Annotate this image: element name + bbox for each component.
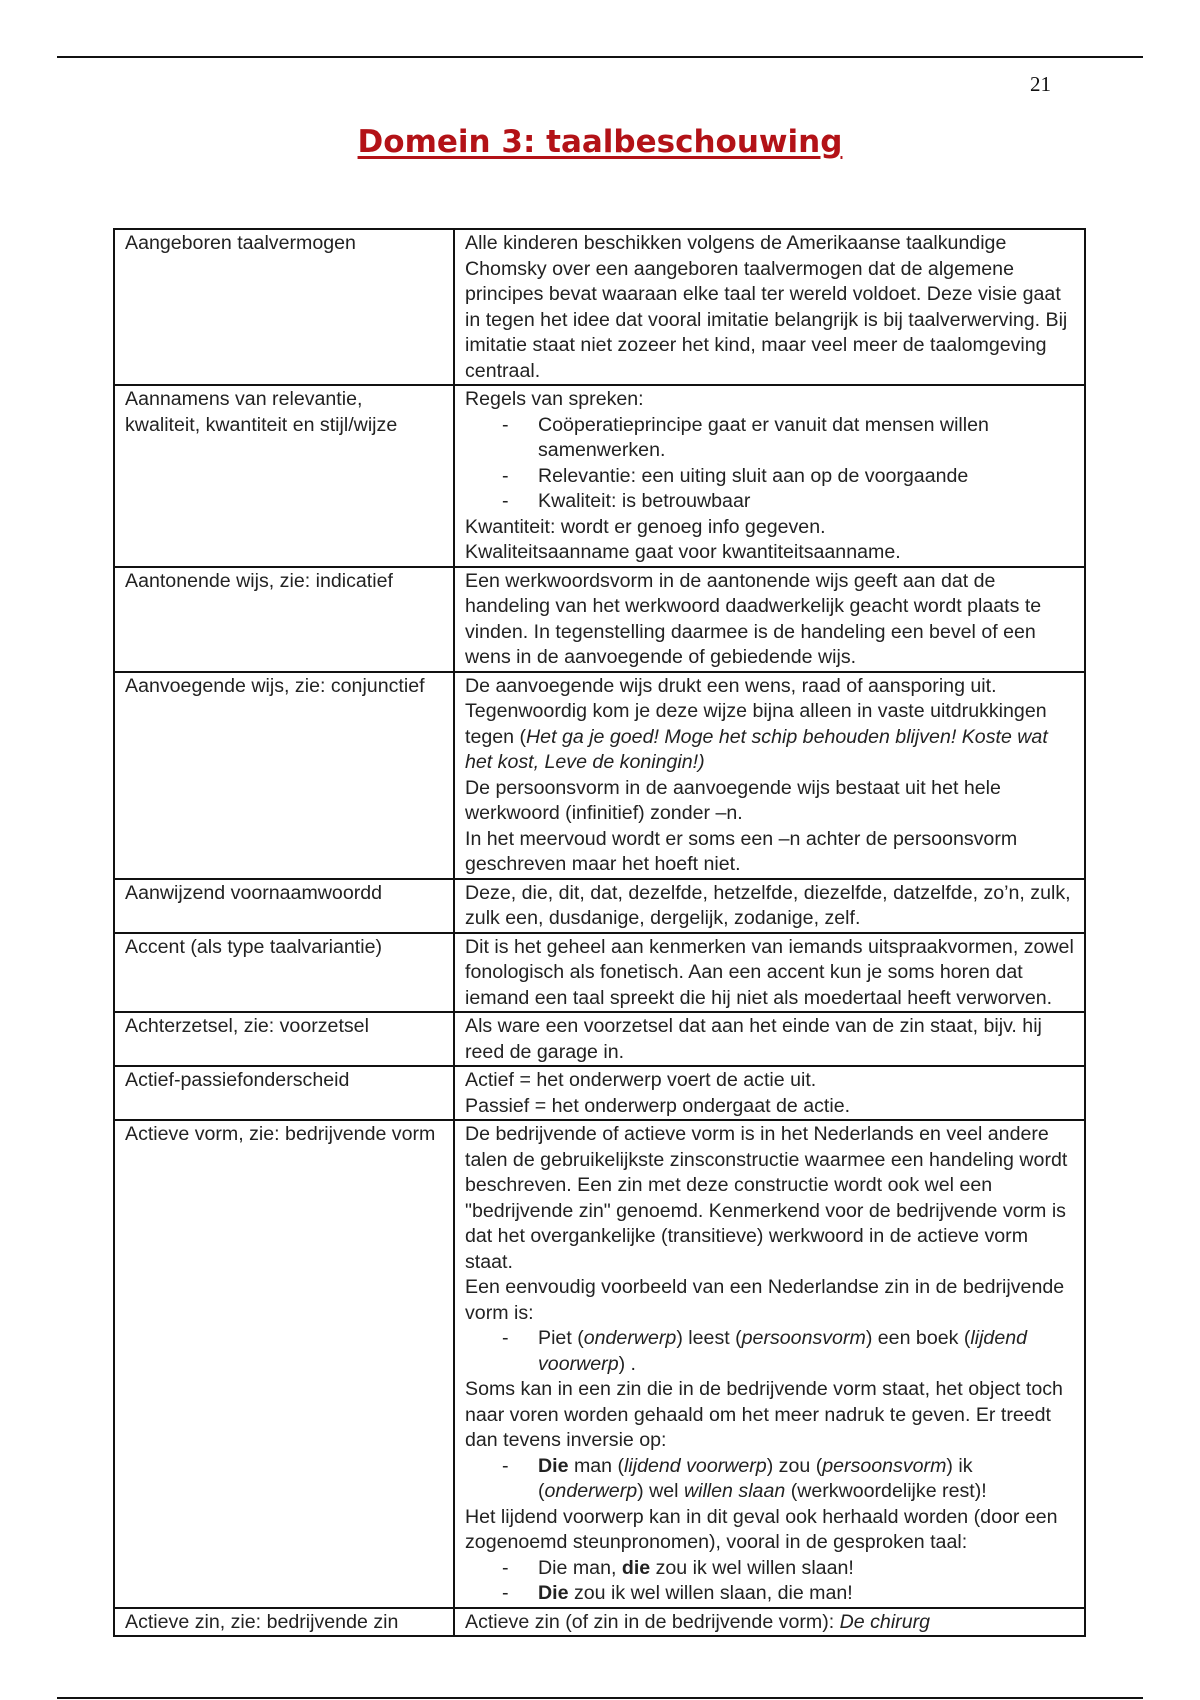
definition-paragraph: Dit is het geheel aan kenmerken van iemands uitspraakvormen, zowel fonologisch als fonetisch. Aan een accent kun je soms horen dat iemand een taal spreekt die hij niet als moedertaal heeft verworven. — [465, 935, 1074, 1009]
glossary-definition — [454, 1120, 1085, 1608]
glossary-term: Actieve vorm, zie: bedrijvende vorm — [114, 1120, 454, 1608]
definition-paragraph: In het meervoud wordt er soms een –n achter de persoonsvorm geschreven maar het hoeft niet. — [465, 827, 1018, 875]
text-run: ) ik ( — [538, 1454, 973, 1502]
glossary-row — [114, 385, 1085, 567]
definition-paragraph: De persoonsvorm in de aanvoegende wijs bestaat uit het hele werkwoord (infinitief) zonder –n. — [465, 776, 1001, 824]
text-run: (werkwoordelijke rest)! — [785, 1480, 987, 1502]
text-run: Piet ( — [538, 1327, 584, 1349]
glossary-row — [114, 229, 1085, 385]
page-number: 21 — [1030, 72, 1051, 96]
footer-rule — [57, 1697, 1143, 1699]
text-run: Die man, — [538, 1556, 622, 1579]
glossary-row — [114, 879, 1085, 933]
glossary-definition — [454, 879, 1085, 933]
bold-text: die — [621, 1556, 651, 1579]
glossary-term: Aanwijzend voornaamwoordd — [114, 879, 454, 933]
definition-bullet — [538, 1556, 1074, 1582]
glossary-table — [113, 228, 1086, 1637]
italic-text: lijdend voorwerp — [538, 1327, 1028, 1375]
text-run: ) een boek ( — [865, 1327, 971, 1349]
header-rule — [57, 56, 1143, 58]
glossary-definition — [454, 672, 1085, 879]
definition-paragraph — [465, 1610, 1074, 1636]
glossary-definition — [454, 567, 1085, 672]
glossary-term: Achterzetsel, zie: voorzetsel — [114, 1012, 454, 1066]
definition-paragraph: Actief = het onderwerp voert de actie uit. — [465, 1069, 817, 1091]
definition-paragraph: Als ware een voorzetsel dat aan het einde van de zin staat, bijv. hij reed de garage in. — [465, 1015, 1042, 1063]
glossary-row — [114, 933, 1085, 1013]
glossary-row — [114, 672, 1085, 879]
text-run: ) zou ( — [766, 1454, 823, 1477]
glossary-definition — [454, 229, 1085, 385]
italic-text: De chirurg — [839, 1610, 931, 1633]
bold-text: Die — [538, 1582, 569, 1604]
definition-paragraph: Regels van spreken: — [465, 388, 644, 410]
italic-text: onderwerp — [544, 1480, 638, 1502]
glossary-term: Aantonende wijs, zie: indicatief — [114, 567, 454, 672]
glossary-term: Accent (als type taalvariantie) — [114, 933, 454, 1013]
text-run: Actieve zin (of zin in de bedrijvende vorm): — [465, 1610, 840, 1633]
glossary-row — [114, 567, 1085, 672]
italic-text: Het ga je goed! Moge het schip behouden blijven! Koste wat het kost, Leve de koningin!) — [465, 725, 1048, 773]
glossary-definition — [454, 385, 1085, 567]
definition-paragraph — [465, 674, 1074, 776]
glossary-row — [114, 1120, 1085, 1608]
definition-paragraph: Een eenvoudig voorbeeld van een Nederlandse zin in de bedrijvende vorm is: — [465, 1276, 1065, 1324]
definition-bullet: - Kwaliteit: is betrouwbaar — [538, 489, 1074, 515]
definition-bullet: - Relevantie: een uiting sluit aan op de voorgaande — [538, 464, 1074, 490]
text-run: zou ik wel willen slaan, die man! — [568, 1582, 853, 1604]
glossary-definition — [454, 933, 1085, 1013]
text-run: zou ik wel willen slaan! — [650, 1556, 854, 1579]
glossary-row — [114, 1012, 1085, 1066]
italic-text: persoonsvorm — [822, 1454, 947, 1477]
glossary-definition — [454, 1608, 1085, 1637]
glossary-term: Actief-passiefonderscheid — [114, 1066, 454, 1120]
definition-paragraph: Passief = het onderwerp ondergaat de actie. — [465, 1094, 851, 1117]
italic-text: lijdend voorwerp — [624, 1454, 767, 1477]
italic-text: willen slaan — [683, 1480, 786, 1502]
definition-bullet — [538, 1326, 1074, 1377]
definition-paragraph: Een werkwoordsvorm in de aantonende wijs geeft aan dat de handeling van het werkwoord daadwerkelijk geacht wordt plaats te vinden. In tegenstelling daarmee is de handeling een bevel of een wens in de aanvoegende of gebiedende wijs. — [465, 569, 1042, 668]
glossary-row — [114, 1608, 1085, 1637]
page-title: Domein 3: taalbeschouwing — [357, 124, 843, 160]
definition-paragraph: Soms kan in een zin die in de bedrijvende vorm staat, het object toch naar voren worden gehaald om het meer nadruk te geven. Er treedt dan tevens inversie op: — [465, 1378, 1063, 1451]
definition-bullet — [538, 1581, 1074, 1607]
definition-bullet: - Coöperatieprincipe gaat er vanuit dat mensen willen samenwerken. — [538, 413, 1074, 464]
glossary-term: Aangeboren taalvermogen — [114, 229, 454, 385]
definition-bullet — [538, 1454, 1074, 1505]
text-run: ) wel — [637, 1480, 684, 1502]
glossary-term: Aanvoegende wijs, zie: conjunctief — [114, 672, 454, 879]
glossary-term: Aannamens van relevantie, kwaliteit, kwantiteit en stijl/wijze — [114, 385, 454, 567]
text-run: De aanvoegende wijs drukt een wens, raad of aansporing uit. Tegenwoordig kom je deze wijze bijna alleen in vaste uitdrukkingen tegen ( — [465, 674, 1047, 748]
definition-paragraph: Deze, die, dit, dat, dezelfde, hetzelfde, diezelfde, datzelfde, zo’n, zulk, zulk een, dusdanige, dergelijk, zodanige, zelf. — [465, 881, 1071, 929]
text-run: man ( — [568, 1454, 625, 1477]
definition-paragraph: Het lijdend voorwerp kan in dit geval ook herhaald worden (door een zogenoemd steunpronomen), vooral in de gesproken taal: — [465, 1505, 1058, 1553]
definition-paragraph: Kwaliteitsaanname gaat voor kwantiteitsaanname. — [465, 541, 901, 563]
definition-paragraph: De bedrijvende of actieve vorm is in het Nederlands en veel andere talen de gebruikelijkste zinsconstructie waarmee een handeling wordt beschreven. Een zin met deze constructie wordt ook wel een "bedrijvende zin" genoemd. Kenmerkend voor de bedrijvende vorm is dat het overgankelijke (transitieve) werkwoord in de actieve vorm staat. — [465, 1123, 1068, 1273]
glossary-definition — [454, 1066, 1085, 1120]
glossary-definition — [454, 1012, 1085, 1066]
definition-paragraph: Alle kinderen beschikken volgens de Amerikaanse taalkundige Chomsky over een aangeboren taalvermogen dat de algemene principes bevat waaraan elke taal ter wereld voldoet. Deze visie gaat in tegen het idee dat vooral imitatie belangrijk is bij taalverwerving. Bij imitatie staat niet zozeer het kind, maar veel meer de taalomgeving centraal. — [465, 232, 1068, 382]
bold-text: Die — [538, 1454, 569, 1477]
italic-text: onderwerp — [583, 1327, 677, 1349]
glossary-row — [114, 1066, 1085, 1120]
glossary-term: Actieve zin, zie: bedrijvende zin — [114, 1608, 454, 1637]
text-run: ) leest ( — [676, 1327, 742, 1349]
italic-text: persoonsvorm — [741, 1327, 866, 1349]
text-run: ) . — [618, 1352, 637, 1375]
definition-paragraph: Kwantiteit: wordt er genoeg info gegeven. — [465, 515, 826, 538]
